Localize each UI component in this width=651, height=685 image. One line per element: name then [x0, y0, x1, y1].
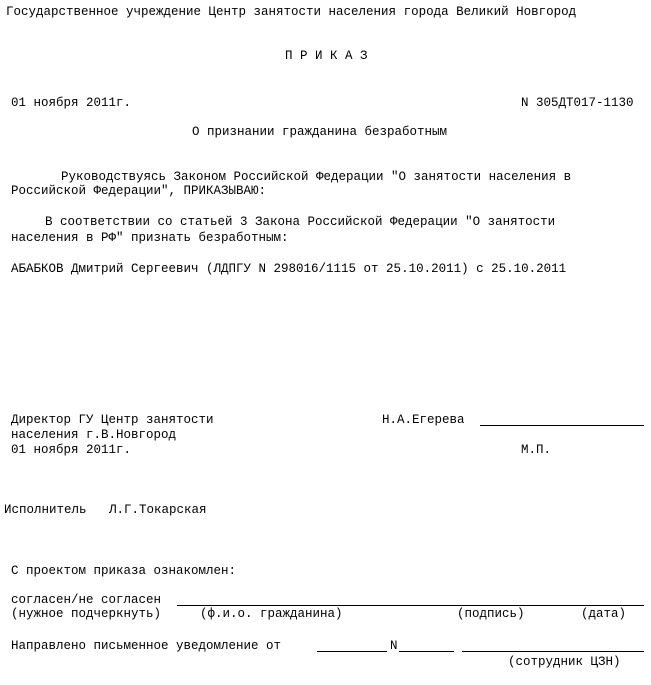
paragraph-1-line-2: Российской Федерации", ПРИКАЗЫВАЮ: — [11, 184, 267, 198]
order-number: N 305ДТ017-1130 — [521, 96, 634, 110]
acknowledgement-intro: С проектом приказа ознакомлен: — [11, 564, 237, 578]
paragraph-2-line-2: населения в РФ" признать безработным: — [11, 231, 289, 245]
signature-date: 01 ноября 2011г. — [11, 443, 132, 457]
employee-signature-line — [462, 651, 644, 652]
signature-line — [480, 425, 644, 426]
agree-text: согласен/не согласен — [11, 593, 162, 607]
underline-hint: (нужное подчеркнуть) — [11, 607, 162, 621]
signatory-position-line-1: Директор ГУ Центр занятости — [11, 413, 214, 427]
notice-date-line — [317, 651, 387, 652]
fio-hint: (ф.и.о. гражданина) — [200, 607, 343, 621]
date-hint: (дата) — [581, 607, 627, 621]
executor-label: Исполнитель — [4, 503, 87, 517]
notice-number-label: N — [390, 639, 398, 653]
employee-hint: (сотрудник ЦЗН) — [508, 655, 621, 669]
acknowledgement-line — [177, 605, 644, 606]
organization-header: Государственное учреждение Центр занятости населения города Великий Новгород — [6, 5, 577, 19]
signatory-name: Н.А.Егерева — [382, 413, 465, 427]
order-subject: О признании гражданина безработным — [192, 125, 448, 139]
notice-text: Направлено письменное уведомление от — [11, 639, 282, 653]
order-title: П Р И К А З — [285, 49, 368, 63]
order-date: 01 ноября 2011г. — [11, 96, 132, 110]
executor-name: Л.Г.Токарская — [109, 503, 207, 517]
stamp-place: М.П. — [521, 443, 552, 457]
paragraph-2-line-1: В соответствии со статьей 3 Закона Российской Федерации "О занятости — [45, 215, 556, 229]
signatory-position-line-2: населения г.В.Новгород — [11, 428, 177, 442]
unemployed-person: АБАБКОВ Дмитрий Сергеевич (ЛДПГУ N 298016/1115 от 25.10.2011) с 25.10.2011 — [11, 262, 567, 276]
signature-hint: (подпись) — [457, 607, 525, 621]
notice-number-line — [399, 651, 454, 652]
paragraph-1-line-1: Руководствуясь Законом Российской Федерации "О занятости населения в — [61, 170, 572, 184]
